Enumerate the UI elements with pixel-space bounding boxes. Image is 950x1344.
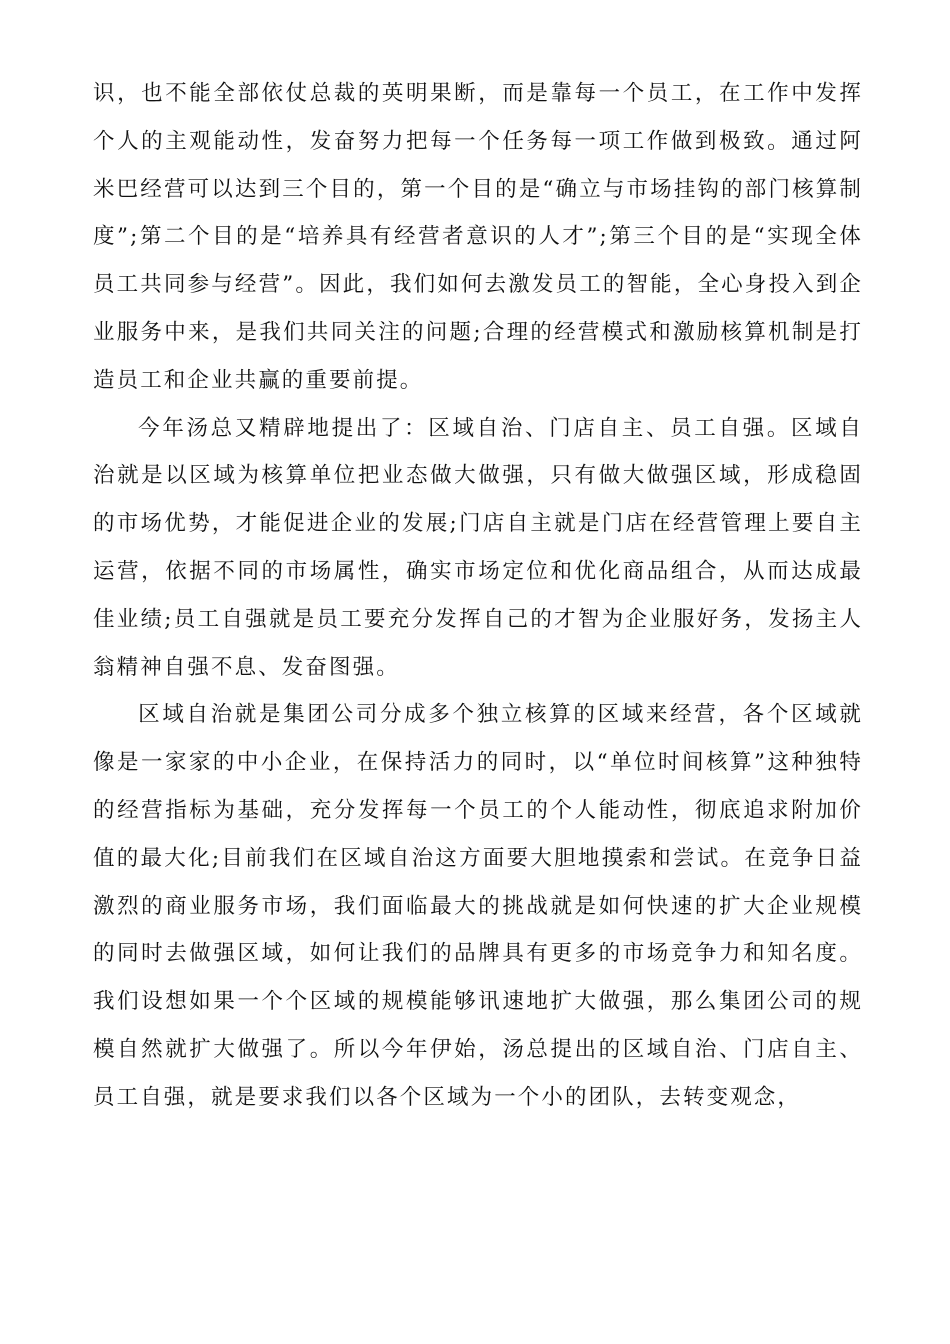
paragraph-continuation: 识，也不能全部依仗总裁的英明果断，而是靠每一个员工，在工作中发挥个人的主观能动性，发奋努力把每一个任务每一项工作做到极致。通过阿米巴经营可以达到三个目的，第一个目的是“确立与市场挂钩的部门核算制度”;第二个目的是“培养具有经营者意识的人才”;第三个目的是“实现全体员工共同参与经营”。因此，我们如何去激发员工的智能，全心身投入到企业服务中来，是我们共同关注的问题;合理的经营模式和激励核算机制是打造员工和企业共赢的重要前提。 (93, 81, 863, 393)
paragraph-regional-autonomy-detail: 区域自治就是集团公司分成多个独立核算的区域来经营，各个区域就像是一家家的中小企业，在保持活力的同时，以“单位时间核算”这种独特的经营指标为基础，充分发挥每一个员工的个人能动性，彻底追求附加价值的最大化;目前我们在区域自治这方面要大胆地摸索和尝试。在竞争日益激烈的商业服务市场，我们面临最大的挑战就是如何快速的扩大企业规模的同时去做强区域，如何让我们的品牌具有更多的市场竞争力和知名度。我们设想如果一个个区域的规模能够讯速地扩大做强，那么集团公司的规模自然就扩大做强了。所以今年伊始，汤总提出的区域自治、门店自主、员工自强，就是要求我们以各个区域为一个小的团队，去转变观念， (93, 702, 863, 1110)
paragraph-regional-autonomy-intro: 今年汤总又精辟地提出了：区域自治、门店自主、员工自强。区域自治就是以区域为核算单位把业态做大做强，只有做大做强区域，形成稳固的市场优势，才能促进企业的发展;门店自主就是门店在经营管理上要自主运营，依据不同的市场属性，确实市场定位和优化商品组合，从而达成最佳业绩;员工自强就是员工要充分发挥自己的才智为企业服好务，发扬主人翁精神自强不息、发奋图强。 (93, 415, 863, 680)
document-body (93, 70, 863, 1122)
